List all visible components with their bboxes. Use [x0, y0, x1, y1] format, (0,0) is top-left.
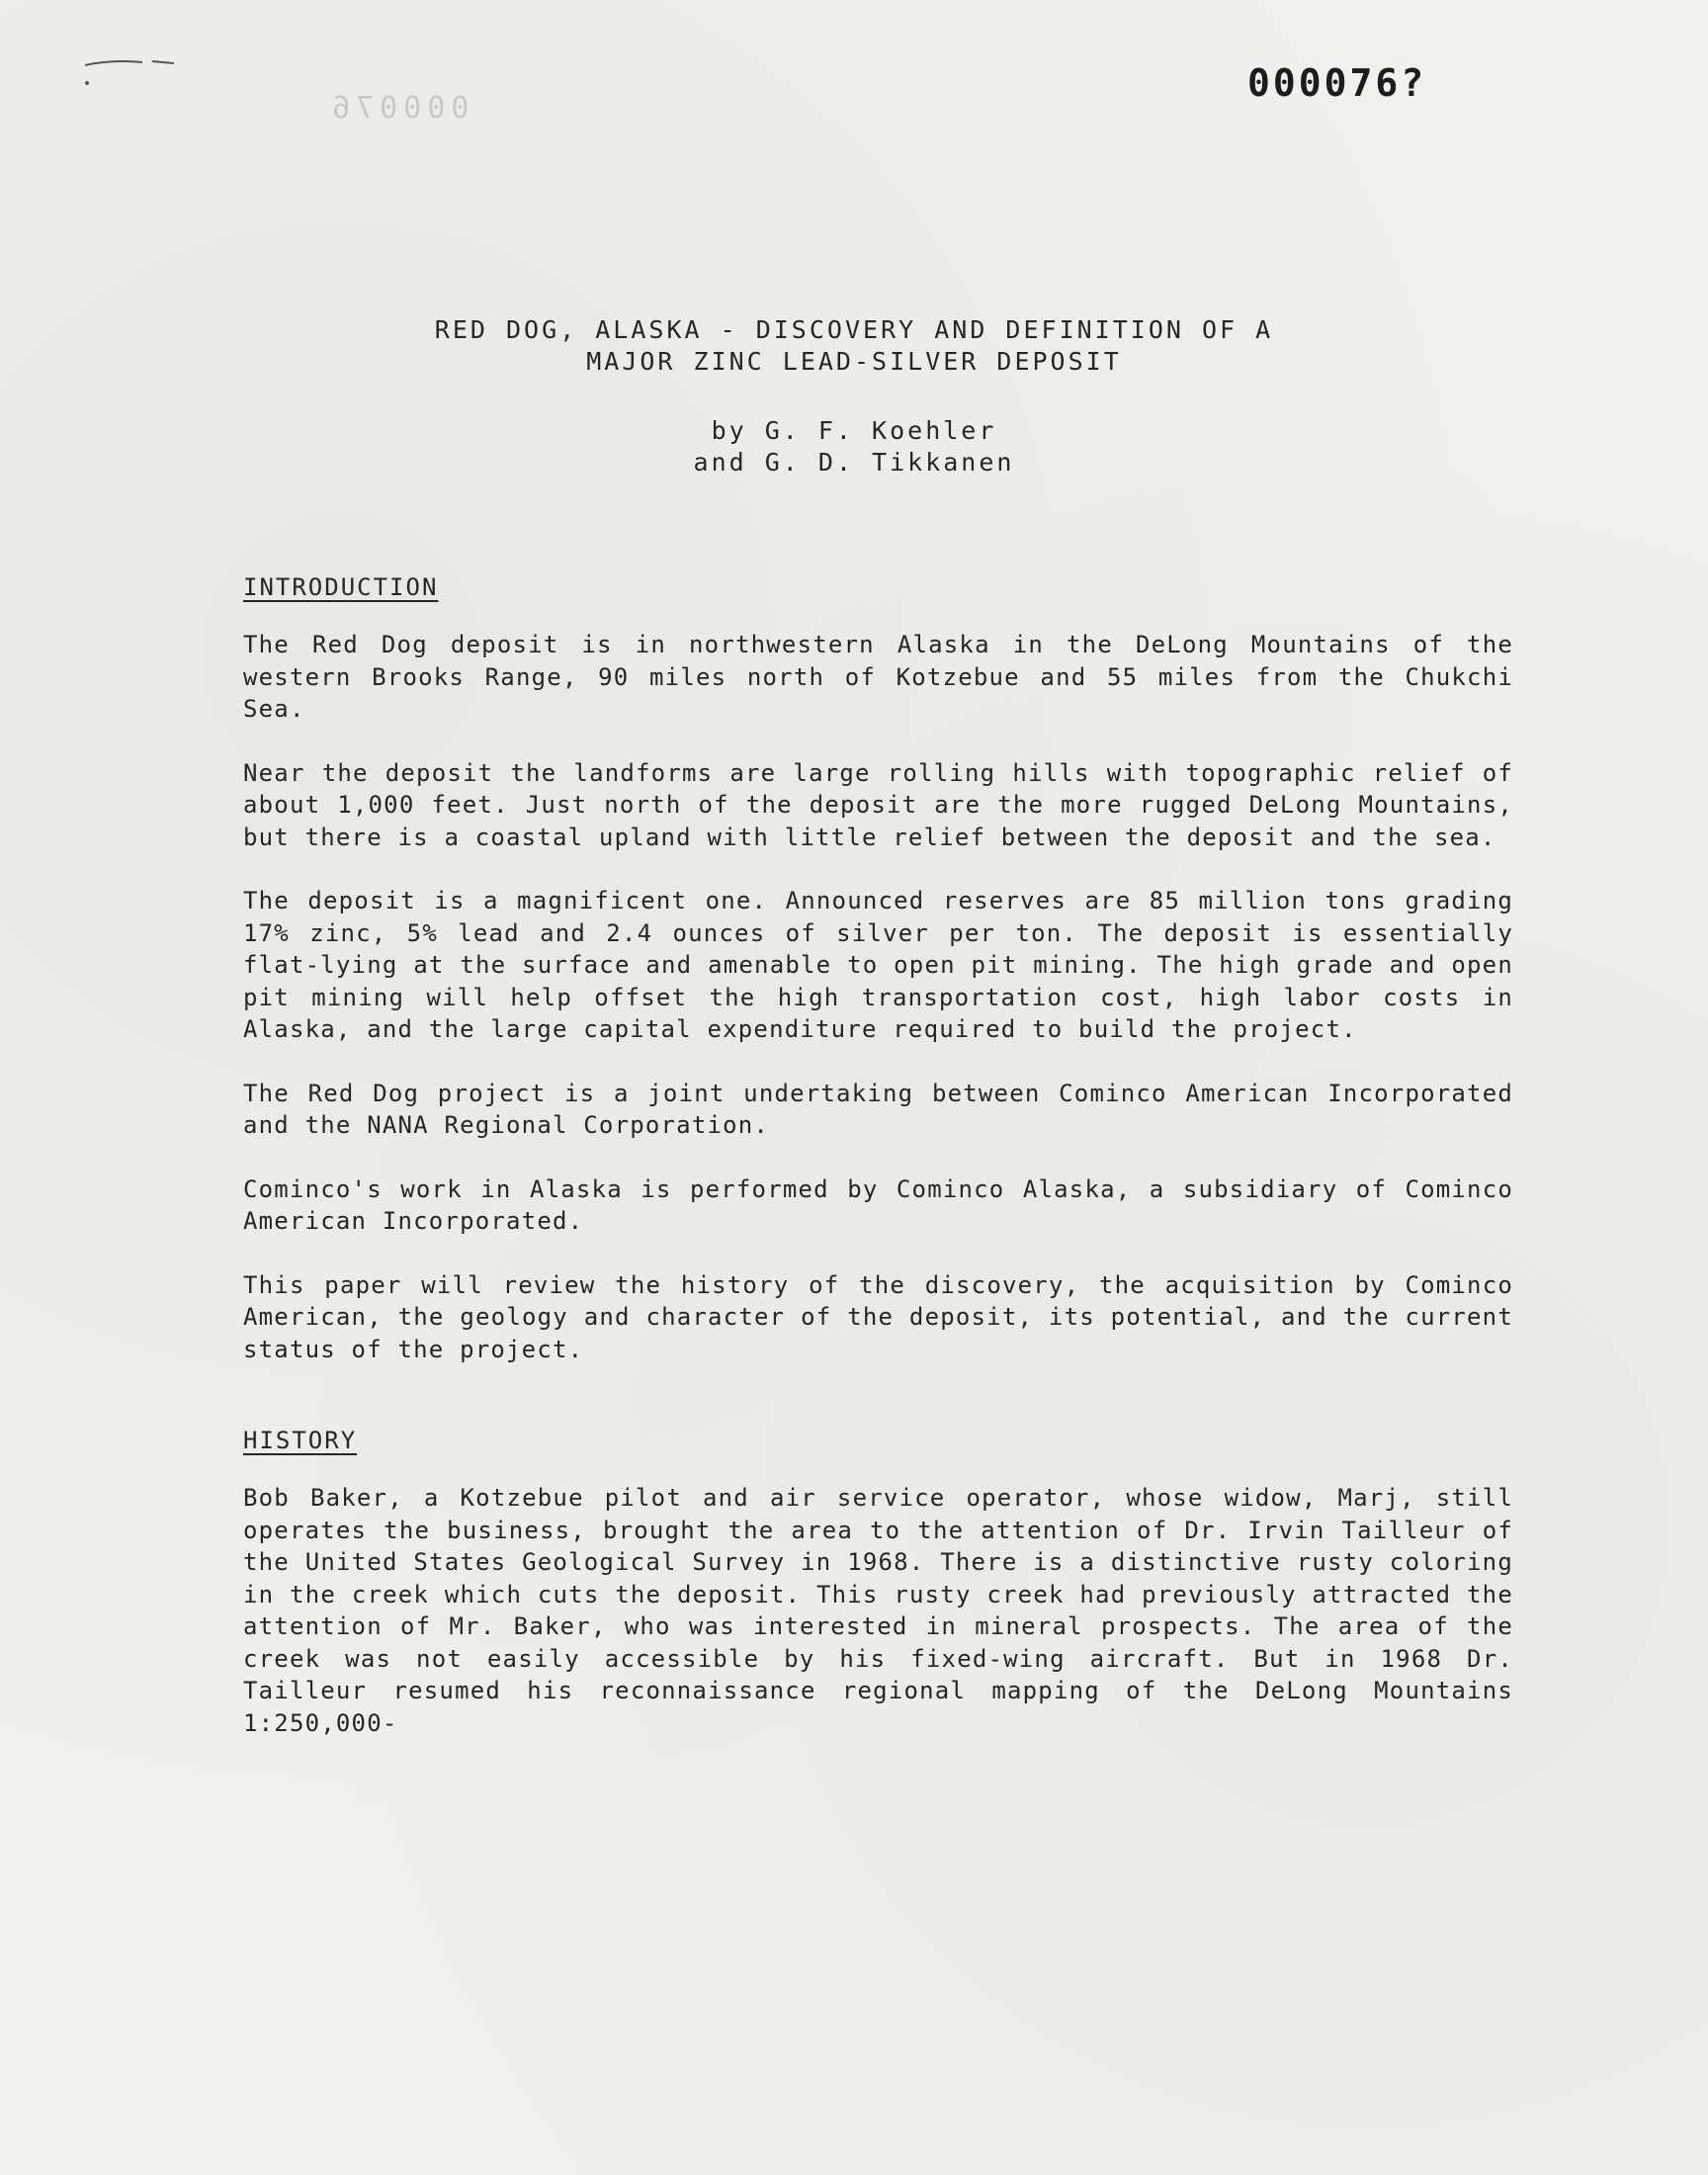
- byline-line: by G. F. Koehler: [711, 416, 997, 445]
- page-number-stamp: 000076?: [1247, 61, 1427, 105]
- introduction-paragraph: The Red Dog project is a joint undertaking between Cominco American Incorporated and the NANA Regional Corporation.: [243, 1079, 1513, 1139]
- introduction-heading: INTRODUCTION: [243, 573, 439, 601]
- introduction-paragraph: The Red Dog deposit is in northwestern Alaska in the DeLong Mountains of the western Brooks Range, 90 miles north of Kotzebue and 55 miles from the Chukchi Sea.: [243, 631, 1513, 723]
- history-paragraph: Bob Baker, a Kotzebue pilot and air service operator, whose widow, Marj, still operates the business, brought the area to the attention of Dr. Irvin Tailleur of the United States Geological Survey in 1968. There is a distinctive rusty coloring in the creek which cuts the deposit. This rusty creek had previously attracted the attention of Mr. Baker, who was interested in mineral prospects. The area of the creek was not easily accessible by his fixed-wing aircraft. But in 1968 Dr. Tailleur resumed his reconnaissance regional mapping of the DeLong Mountains 1:250,000-: [243, 1484, 1513, 1737]
- introduction-paragraph: This paper will review the history of the discovery, the acquisition by Cominco American, the geology and character of the deposit, its potential, and the current status of the project.: [243, 1270, 1513, 1363]
- introduction-paragraph: Near the deposit the landforms are large rolling hills with topographic relief of about 1,000 feet. Just north of the deposit are the more rugged DeLong Mountains, but there is a coastal upland with little relief between the deposit and the sea.: [243, 758, 1513, 851]
- byline-line: and G. D. Tikkanen: [693, 448, 1015, 477]
- introduction-paragraph: Cominco's work in Alaska is performed by Cominco Alaska, a subsidiary of Cominco American Incorporated.: [243, 1174, 1513, 1235]
- title-line: MAJOR ZINC LEAD-SILVER DEPOSIT: [586, 347, 1122, 376]
- section-spacer: [243, 1397, 1513, 1427]
- title-line: RED DOG, ALASKA - DISCOVERY AND DEFINITION OF A: [434, 315, 1274, 344]
- byline: [0, 415, 1708, 478]
- title-block: [0, 314, 1708, 478]
- history-heading: HISTORY: [243, 1427, 358, 1454]
- introduction-paragraph: The deposit is a magnificent one. Announced reserves are 85 million tons grading 17% zinc, 5% lead and 2.4 ounces of silver per ton. The deposit is essentially flat-lying at the surface and amenable to open pit mining. The high grade and open pit mining will help offset the high transportation cost, high labor costs in Alaska, and the large capital expenditure required to build the project.: [243, 887, 1513, 1043]
- bleed-through-page-number: 000076: [326, 91, 470, 126]
- pen-mark-icon: [83, 51, 182, 91]
- body-content: [243, 573, 1513, 1771]
